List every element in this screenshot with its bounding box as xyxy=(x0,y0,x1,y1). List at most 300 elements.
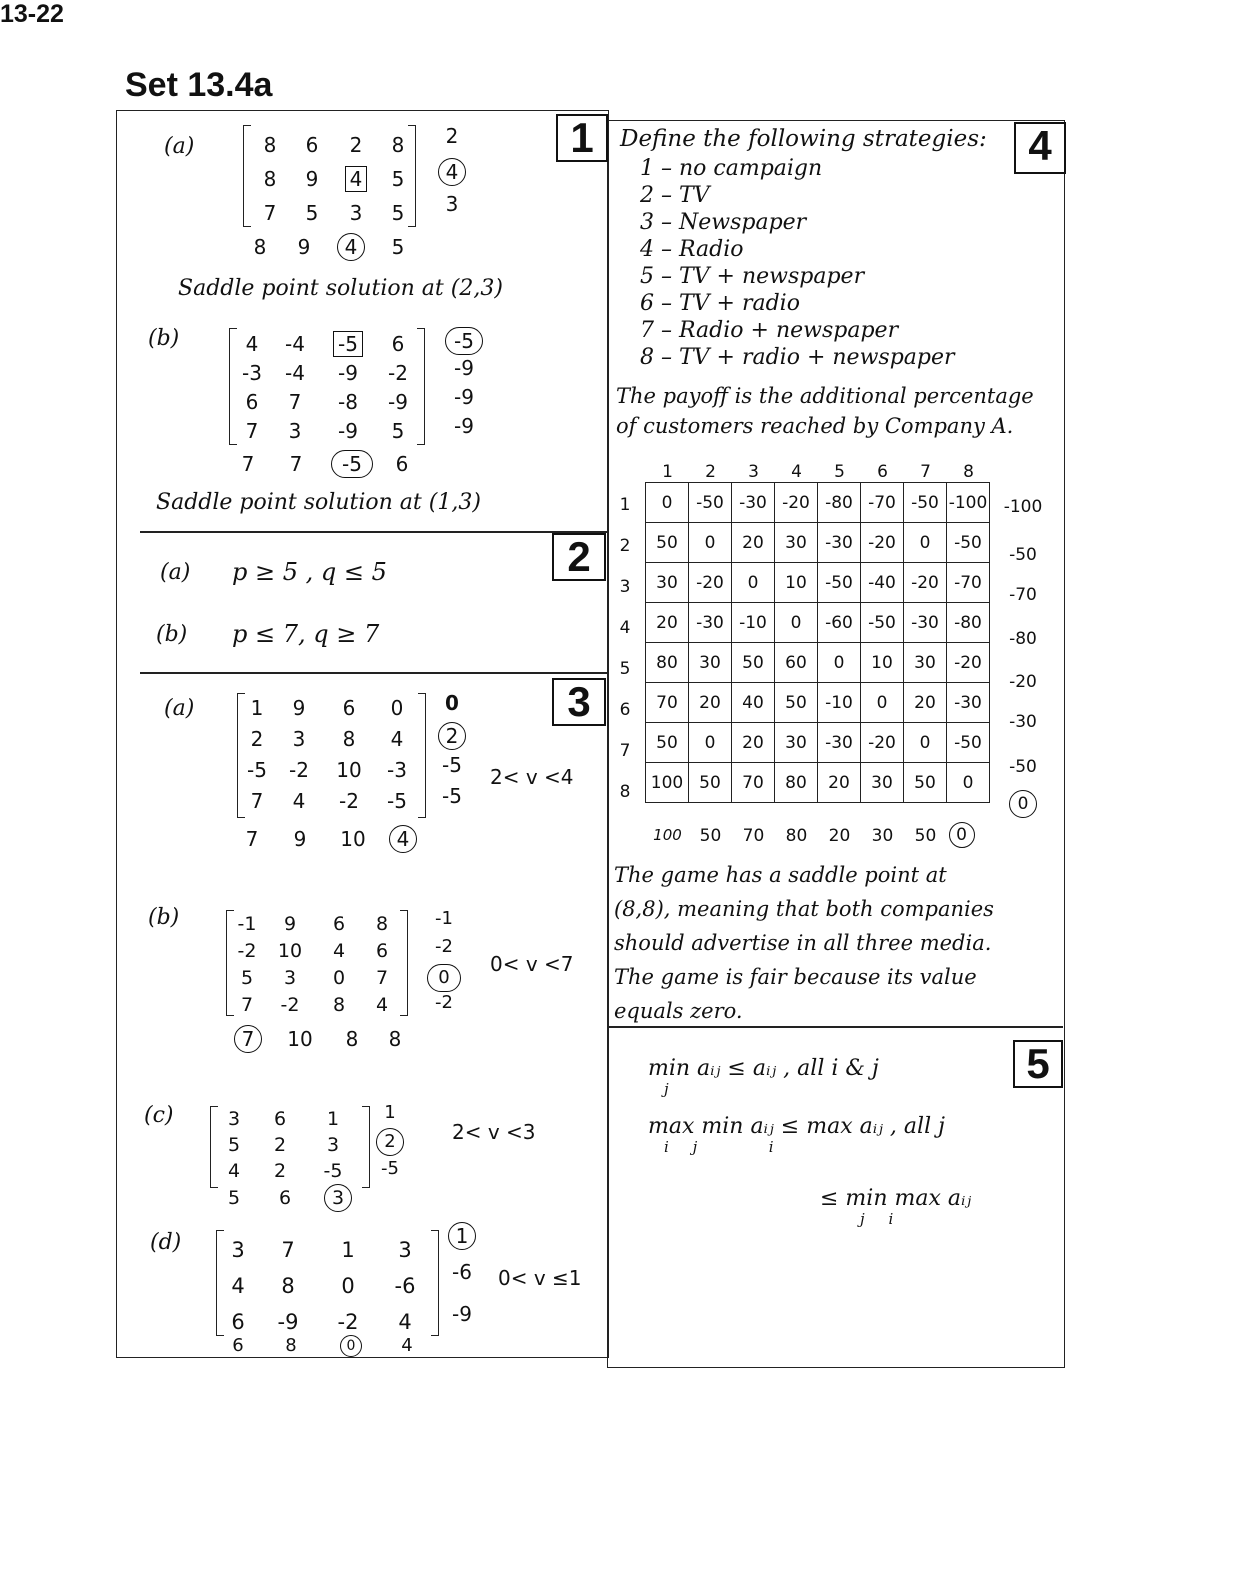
payoff-note-line-1: The payoff is the additional percentage xyxy=(616,384,1034,408)
matrix-cell: 4 xyxy=(227,1160,241,1182)
strategy-item: 3 – Newspaper xyxy=(640,210,807,235)
table-cell: -30 xyxy=(818,723,861,763)
table-cell: 20 xyxy=(689,683,732,723)
circled-value: 0 xyxy=(1009,790,1037,818)
matrix-cell: -9 xyxy=(338,360,358,385)
table-cell: 0 xyxy=(775,603,818,643)
circled-value: 7 xyxy=(234,1025,262,1053)
col-header: 3 xyxy=(748,462,759,482)
matrix-cell: 1 xyxy=(326,1108,340,1130)
table-cell: -50 xyxy=(861,603,904,643)
col-max-value: 6 xyxy=(232,1335,244,1356)
table-row xyxy=(646,483,990,523)
table-cell: 0 xyxy=(947,763,990,803)
saddle-note-1a: Saddle point solution at (2,3) xyxy=(178,276,503,301)
boxed-value: 4 xyxy=(345,166,368,192)
matrix-cell: 9 xyxy=(292,695,306,720)
col-max-3b xyxy=(228,1025,418,1053)
matrix-cell: 7 xyxy=(263,201,277,225)
divider-1-2 xyxy=(140,531,607,533)
col-header: 2 xyxy=(705,462,716,482)
col-header: 7 xyxy=(920,462,931,482)
matrix-cell: -2 xyxy=(388,360,408,385)
row-header: 3 xyxy=(619,577,631,597)
matrix-cell: 6 xyxy=(231,1310,245,1334)
matrix-cell: 1 xyxy=(341,1238,355,1262)
col-max-value: 70 xyxy=(742,826,765,846)
strategy-item: 7 – Radio + newspaper xyxy=(640,318,899,343)
matrix-cell: 4 xyxy=(375,993,389,1016)
table-cell: -50 xyxy=(904,483,947,523)
problem-badge-3: 3 xyxy=(552,678,606,726)
row-min-value: -1 xyxy=(435,908,453,929)
matrix-cell: -5 xyxy=(323,1160,343,1182)
table-cell: -30 xyxy=(689,603,732,643)
matrix-cell: 2 xyxy=(349,133,363,157)
table-cell: 80 xyxy=(646,643,689,683)
table-cell: 70 xyxy=(646,683,689,723)
col-header: 8 xyxy=(963,462,974,482)
matrix-cell: 9 xyxy=(283,912,297,935)
table-cell: 40 xyxy=(732,683,775,723)
col-max-value: 30 xyxy=(871,826,894,846)
col-header: 1 xyxy=(662,462,673,482)
matrix-cell: 5 xyxy=(227,1134,241,1156)
conclusion-line: should advertise in all three media. xyxy=(614,931,992,955)
col-max-value: 9 xyxy=(293,827,307,851)
matrix-1b xyxy=(234,329,420,445)
table-cell: -30 xyxy=(904,603,947,643)
matrix-cell: 3 xyxy=(288,418,302,443)
row-min-value: -70 xyxy=(1009,585,1037,605)
strategy-item: 8 – TV + radio + newspaper xyxy=(640,345,955,370)
matrix-cell: 4 xyxy=(390,726,404,751)
matrix-3b xyxy=(230,910,402,1018)
matrix-cell: 8 xyxy=(375,912,389,935)
table-cell: -60 xyxy=(818,603,861,643)
conclusion-line: The game has a saddle point at xyxy=(614,863,947,887)
col-max-value: 5 xyxy=(227,1187,241,1209)
conclusion-line: The game is fair because its value xyxy=(614,965,977,989)
matrix-cell: -4 xyxy=(285,360,305,385)
circled-value: 2 xyxy=(438,722,466,750)
matrix-cell: 8 xyxy=(281,1274,295,1298)
col-max-value: 20 xyxy=(828,826,851,846)
strategy-item: 5 – TV + newspaper xyxy=(640,264,865,289)
table-cell: -80 xyxy=(818,483,861,523)
col-max-value: 50 xyxy=(699,826,722,846)
matrix-cell: 1 xyxy=(250,695,264,720)
table-cell: 30 xyxy=(646,563,689,603)
value-range-3d: 0< v ≤1 xyxy=(498,1266,582,1290)
circled-value: 0 xyxy=(949,822,975,848)
row-min-value: -2 xyxy=(435,936,453,957)
row-min-value: 1 xyxy=(384,1102,396,1123)
matrix-cell: -1 xyxy=(237,912,257,935)
table-cell: 20 xyxy=(904,683,947,723)
col-max-value: 7 xyxy=(289,452,303,476)
table-cell: 20 xyxy=(646,603,689,643)
table-cell: 20 xyxy=(818,763,861,803)
table-cell: -10 xyxy=(818,683,861,723)
matrix-cell: 6 xyxy=(273,1108,287,1130)
condition-2a: p ≥ 5 , q ≤ 5 xyxy=(232,558,387,586)
strategy-item: 2 – TV xyxy=(640,183,710,208)
matrix-cell: 0 xyxy=(341,1274,355,1298)
table-cell: 60 xyxy=(775,643,818,683)
row-header: 6 xyxy=(619,700,631,720)
table-cell: 20 xyxy=(732,723,775,763)
table-cell: 50 xyxy=(904,763,947,803)
table-cell: 10 xyxy=(775,563,818,603)
row-header: 7 xyxy=(619,741,631,761)
col-max-value: 5 xyxy=(391,235,405,259)
matrix-cell: 4 xyxy=(231,1274,245,1298)
row-min-value: -80 xyxy=(1009,629,1037,649)
matrix-cell: 3 xyxy=(231,1238,245,1262)
table-cell: 10 xyxy=(861,643,904,683)
col-max-value: 8 xyxy=(285,1335,297,1356)
matrix-cell: 3 xyxy=(326,1134,340,1156)
matrix-cell: 5 xyxy=(391,201,405,225)
matrix-cell: 5 xyxy=(305,201,319,225)
table-row xyxy=(646,683,990,723)
page-number: 13-22 xyxy=(0,0,64,28)
matrix-cell: 3 xyxy=(398,1238,412,1262)
matrix-cell: 10 xyxy=(336,757,362,782)
table-cell: 50 xyxy=(646,723,689,763)
circled-value: 3 xyxy=(324,1184,352,1212)
table-cell: -20 xyxy=(947,643,990,683)
table-row xyxy=(646,723,990,763)
matrix-cell: -2 xyxy=(280,993,300,1016)
matrix-cell: 7 xyxy=(288,389,302,414)
row-min-value: -5 xyxy=(381,1158,399,1179)
row-min-value xyxy=(995,790,1051,818)
row-min-value: 2 xyxy=(445,124,459,148)
matrix-cell: -3 xyxy=(387,757,407,782)
value-range-3b: 0< v <7 xyxy=(490,952,574,976)
col-max-value: 100 xyxy=(653,826,682,844)
row-min-1b xyxy=(440,327,488,443)
circled-value: 0 xyxy=(427,964,461,992)
col-max-3d xyxy=(220,1334,438,1357)
row-header: 4 xyxy=(619,618,631,638)
matrix-cell: 4 xyxy=(398,1310,412,1334)
col-max-value: 80 xyxy=(785,826,808,846)
row-min-value: -6 xyxy=(452,1260,472,1284)
matrix-cell: 5 xyxy=(391,167,405,191)
table-cell: 0 xyxy=(818,643,861,683)
col-max-value: 50 xyxy=(914,826,937,846)
part-label-2a: (a) xyxy=(160,560,191,585)
table-cell: -20 xyxy=(904,563,947,603)
table-cell: 80 xyxy=(775,763,818,803)
col-header: 5 xyxy=(834,462,845,482)
matrix-cell: 3 xyxy=(227,1108,241,1130)
part-label-2b: (b) xyxy=(156,622,188,647)
matrix-cell: 6 xyxy=(332,912,346,935)
table-cell: -50 xyxy=(947,723,990,763)
row-min-3d xyxy=(444,1222,480,1334)
strategy-list xyxy=(640,155,955,371)
circled-value: -5 xyxy=(331,450,373,478)
table-cell: -30 xyxy=(947,683,990,723)
inequality-line-2: max min aᵢⱼ ≤ max aᵢⱼ , all j xyxy=(648,1114,945,1139)
problem-badge-2: 2 xyxy=(552,533,606,581)
matrix-cell: 6 xyxy=(305,133,319,157)
matrix-cell: -2 xyxy=(339,788,359,813)
matrix-cell: -2 xyxy=(337,1310,359,1334)
matrix-cell: -4 xyxy=(285,331,305,356)
table-cell: -30 xyxy=(732,483,775,523)
matrix-cell: 8 xyxy=(263,167,277,191)
strategy-item: 4 – Radio xyxy=(640,237,744,262)
row-header: 1 xyxy=(619,495,631,515)
matrix-cell: 7 xyxy=(281,1238,295,1262)
circled-value: -5 xyxy=(445,327,483,355)
row-min-value: -5 xyxy=(442,753,462,777)
row-min-1a xyxy=(436,124,468,226)
row-header: 8 xyxy=(619,782,631,802)
matrix-3c xyxy=(216,1106,358,1184)
problem-badge-4: 4 xyxy=(1014,122,1066,174)
matrix-cell: 5 xyxy=(240,966,254,989)
part-label-3d: (d) xyxy=(150,1230,182,1255)
table-cell: -20 xyxy=(689,563,732,603)
col-max-value: 7 xyxy=(241,452,255,476)
row-min-value: -9 xyxy=(454,414,474,438)
matrix-cell: 5 xyxy=(391,418,405,443)
matrix-cell: 3 xyxy=(292,726,306,751)
strategies-intro: Define the following strategies: xyxy=(620,126,987,152)
matrix-cell: 4 xyxy=(292,788,306,813)
part-label-3a: (a) xyxy=(164,696,195,721)
table-row xyxy=(646,523,990,563)
table-cell: -40 xyxy=(861,563,904,603)
condition-2b: p ≤ 7, q ≥ 7 xyxy=(232,620,380,648)
table-cell: -70 xyxy=(861,483,904,523)
matrix-cell: 7 xyxy=(375,966,389,989)
col-max-value: 8 xyxy=(253,235,267,259)
table-row xyxy=(646,763,990,803)
part-label-1a: (a) xyxy=(164,134,195,159)
col-max-value: 8 xyxy=(388,1027,402,1051)
row-min-value: -9 xyxy=(454,385,474,409)
row-min-3a xyxy=(434,691,470,815)
row-header: 5 xyxy=(619,659,631,679)
row-min-value: -9 xyxy=(452,1302,472,1326)
part-label-3c: (c) xyxy=(144,1103,174,1128)
matrix-cell: 6 xyxy=(391,331,405,356)
matrix-cell: -8 xyxy=(338,389,358,414)
matrix-1a xyxy=(250,128,418,230)
value-range-3a: 2< v <4 xyxy=(490,765,574,789)
game-conclusion xyxy=(614,858,994,1028)
circled-value: 4 xyxy=(389,825,417,853)
row-min-value: 3 xyxy=(445,192,459,216)
inequality-line-1-subscript: j xyxy=(664,1080,669,1098)
table-cell: -50 xyxy=(818,563,861,603)
matrix-cell: 8 xyxy=(263,133,277,157)
row-min-value: -20 xyxy=(1009,672,1037,692)
table-cell: 50 xyxy=(775,683,818,723)
circled-value: 0 xyxy=(340,1335,362,1357)
matrix-cell: 10 xyxy=(277,939,303,962)
col-max-value: 10 xyxy=(287,1027,313,1051)
col-header: 4 xyxy=(791,462,802,482)
payoff-table xyxy=(645,482,990,803)
matrix-cell: 4 xyxy=(332,939,346,962)
table-cell: -50 xyxy=(947,523,990,563)
table-cell: 0 xyxy=(904,523,947,563)
row-min-3b xyxy=(424,908,464,1020)
table-cell: 50 xyxy=(732,643,775,683)
table-cell: -50 xyxy=(689,483,732,523)
col-max-value: 8 xyxy=(345,1027,359,1051)
matrix-cell: 6 xyxy=(245,389,259,414)
matrix-cell: 8 xyxy=(342,726,356,751)
row-min-value: -2 xyxy=(435,992,453,1013)
payoff-note-line-2: of customers reached by Company A. xyxy=(616,414,1014,438)
matrix-cell: 2 xyxy=(250,726,264,751)
circled-value: 4 xyxy=(438,158,466,186)
matrix-3d xyxy=(220,1234,434,1338)
matrix-cell: -5 xyxy=(247,757,267,782)
table-row xyxy=(646,563,990,603)
matrix-cell: -9 xyxy=(277,1310,299,1334)
matrix-cell: 2 xyxy=(273,1160,287,1182)
col-max-1a xyxy=(238,233,420,261)
saddle-note-1b: Saddle point solution at (1,3) xyxy=(156,490,481,515)
matrix-cell: 8 xyxy=(332,993,346,1016)
matrix-cell: -5 xyxy=(387,788,407,813)
table-cell: -100 xyxy=(947,483,990,523)
table-cell: -30 xyxy=(818,523,861,563)
inequality-line-1: min aᵢⱼ ≤ aᵢⱼ , all i & j xyxy=(648,1056,879,1081)
matrix-cell: -2 xyxy=(237,939,257,962)
saddle-cell xyxy=(334,162,378,196)
matrix-cell: 4 xyxy=(245,331,259,356)
matrix-cell: -9 xyxy=(388,389,408,414)
circled-value: 2 xyxy=(376,1128,404,1156)
strategy-item: 6 – TV + radio xyxy=(640,291,800,316)
col-max-value: 6 xyxy=(278,1187,292,1209)
matrix-3c-right-bracket xyxy=(362,1106,370,1188)
table-cell: 30 xyxy=(775,523,818,563)
value-range-3c: 2< v <3 xyxy=(452,1120,536,1144)
row-min-value: 0 xyxy=(445,691,459,715)
matrix-cell: 0 xyxy=(332,966,346,989)
table-cell: 70 xyxy=(732,763,775,803)
row-min-value: -9 xyxy=(454,356,474,380)
table-cell: -10 xyxy=(732,603,775,643)
table-cell: 0 xyxy=(904,723,947,763)
col-max-value: 9 xyxy=(297,235,311,259)
problem-badge-1: 1 xyxy=(556,114,608,162)
part-label-1b: (b) xyxy=(148,326,180,351)
table-cell: 30 xyxy=(861,763,904,803)
table-cell: 50 xyxy=(646,523,689,563)
conclusion-line: equals zero. xyxy=(614,999,743,1023)
row-min-value: -30 xyxy=(1009,712,1037,732)
col-max-value: 4 xyxy=(401,1335,413,1356)
col-max-3c xyxy=(216,1184,358,1212)
matrix-cell: -6 xyxy=(394,1274,416,1298)
table-cell: 0 xyxy=(689,523,732,563)
matrix-cell: -3 xyxy=(242,360,262,385)
table-cell: 30 xyxy=(775,723,818,763)
conclusion-line: (8,8), meaning that both companies xyxy=(614,897,994,921)
problem-badge-5: 5 xyxy=(1013,1040,1063,1088)
matrix-cell: 7 xyxy=(245,418,259,443)
matrix-cell: 2 xyxy=(273,1134,287,1156)
circled-value: 1 xyxy=(448,1222,476,1250)
row-min-value: -5 xyxy=(442,784,462,808)
col-max-1b xyxy=(228,450,424,478)
col-max-value: 10 xyxy=(340,827,366,851)
inequality-line-3-subscript: j i xyxy=(860,1210,894,1228)
table-cell: -70 xyxy=(947,563,990,603)
matrix-3a xyxy=(240,692,420,816)
matrix-cell: 8 xyxy=(391,133,405,157)
matrix-cell: 3 xyxy=(349,201,363,225)
col-max-value: 7 xyxy=(245,827,259,851)
matrix-cell: 9 xyxy=(305,167,319,191)
row-min-3c xyxy=(372,1102,408,1184)
table-cell: 50 xyxy=(689,763,732,803)
matrix-cell: -2 xyxy=(289,757,309,782)
table-cell: -20 xyxy=(861,723,904,763)
strategy-item: 1 – no campaign xyxy=(640,156,823,181)
row-header: 2 xyxy=(619,536,631,556)
row-min-value: -50 xyxy=(1009,757,1037,777)
inequality-line-2-subscript: i j i xyxy=(664,1138,774,1156)
row-min-value: -50 xyxy=(1009,545,1037,565)
table-row xyxy=(646,643,990,683)
matrix-cell: 6 xyxy=(342,695,356,720)
boxed-value: -5 xyxy=(333,331,363,357)
table-cell: 100 xyxy=(646,763,689,803)
row-min-value: -100 xyxy=(1003,497,1043,517)
table-cell: -20 xyxy=(775,483,818,523)
table-cell: 0 xyxy=(689,723,732,763)
table-cell: 30 xyxy=(689,643,732,683)
matrix-cell: 3 xyxy=(283,966,297,989)
col-max-value: 6 xyxy=(395,452,409,476)
table-cell: 30 xyxy=(904,643,947,683)
divider-2-3 xyxy=(140,672,607,674)
matrix-cell: 6 xyxy=(375,939,389,962)
col-max-value xyxy=(940,822,983,848)
col-header: 6 xyxy=(877,462,888,482)
matrix-cell: 7 xyxy=(240,993,254,1016)
table-cell: 0 xyxy=(861,683,904,723)
table-cell: 20 xyxy=(732,523,775,563)
circled-value: 4 xyxy=(337,233,365,261)
matrix-cell: 7 xyxy=(250,788,264,813)
matrix-cell: -9 xyxy=(338,418,358,443)
matrix-cell: 0 xyxy=(390,695,404,720)
table-cell: -80 xyxy=(947,603,990,643)
table-cell: 0 xyxy=(646,483,689,523)
inequality-line-3: ≤ min max aᵢⱼ xyxy=(820,1186,972,1211)
part-label-3b: (b) xyxy=(148,905,180,930)
table-cell: -20 xyxy=(861,523,904,563)
table-row xyxy=(646,603,990,643)
page-title: Set 13.4a xyxy=(125,66,273,104)
table-cell: 0 xyxy=(732,563,775,603)
